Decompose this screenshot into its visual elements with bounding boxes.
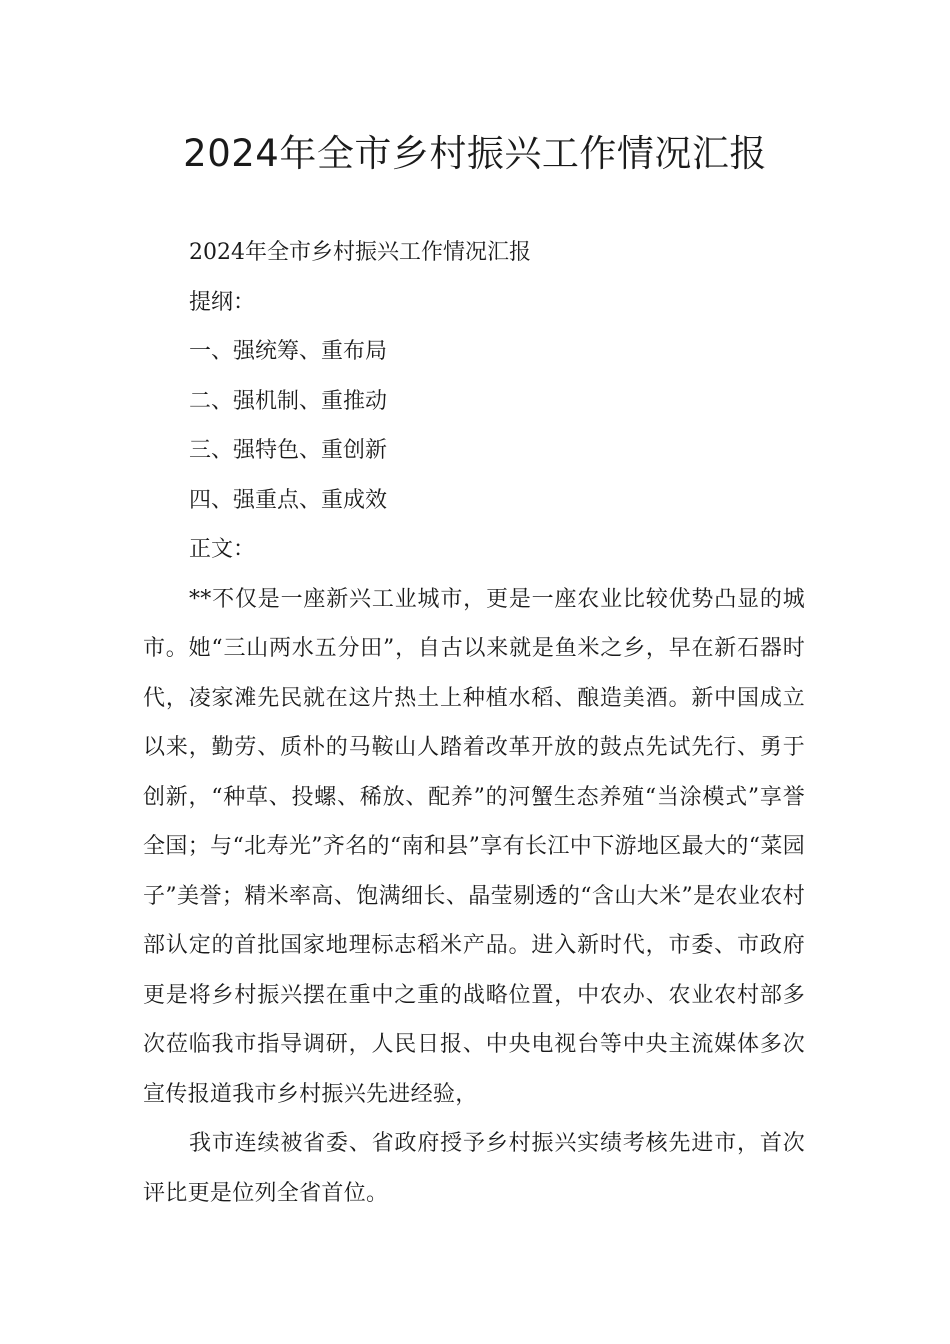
outline-item: 四、强重点、重成效 [189, 487, 388, 513]
body-paragraph: **不仅是一座新兴工业城市，更是一座农业比较优势凸显的城市。她“三山两水五分田”，自古以来就是鱼米之乡，早在新石器时代，凌家滩先民就在这片热土上种植水稻、酿造美酒。新中国成立以来，勤劳、质朴的马鞍山人踏着改革开放的鼓点先试先行、勇于创新，“种草、投螺、稀放、配养”的河蟹生态养殖“当涂模式”享誉全国；与“北寿光”齐名的“南和县”享有长江中下游地区最大的“菜园子”美誉；精米率高、饱满细长、晶莹剔透的“含山大米”是农业农村部认定的首批国家地理标志稻米产品。进入新时代，市委、市政府更是将乡村振兴摆在重中之重的战略位置，中农办、农业农村部多次莅临我市指导调研，人民日报、中央电视台等中央主流媒体多次宣传报道我市乡村振兴先进经验， [143, 586, 805, 1107]
outline-label: 提纲： [189, 289, 256, 315]
outline-item: 一、强统筹、重布局 [189, 339, 388, 364]
outline-item: 三、强特色、重创新 [189, 438, 388, 463]
body-label: 正文： [189, 537, 256, 562]
body-paragraph: 我市连续被省委、省政府授予乡村振兴实绩考核先进市，首次评比更是位列全省首位。 [143, 1131, 805, 1206]
document-body [143, 228, 805, 1218]
document-subtitle: 2024年全市乡村振兴工作情况汇报 [189, 240, 531, 265]
document-title: 2024年全市乡村振兴工作情况汇报 [183, 132, 767, 175]
outline-item: 二、强机制、重推动 [189, 388, 388, 414]
